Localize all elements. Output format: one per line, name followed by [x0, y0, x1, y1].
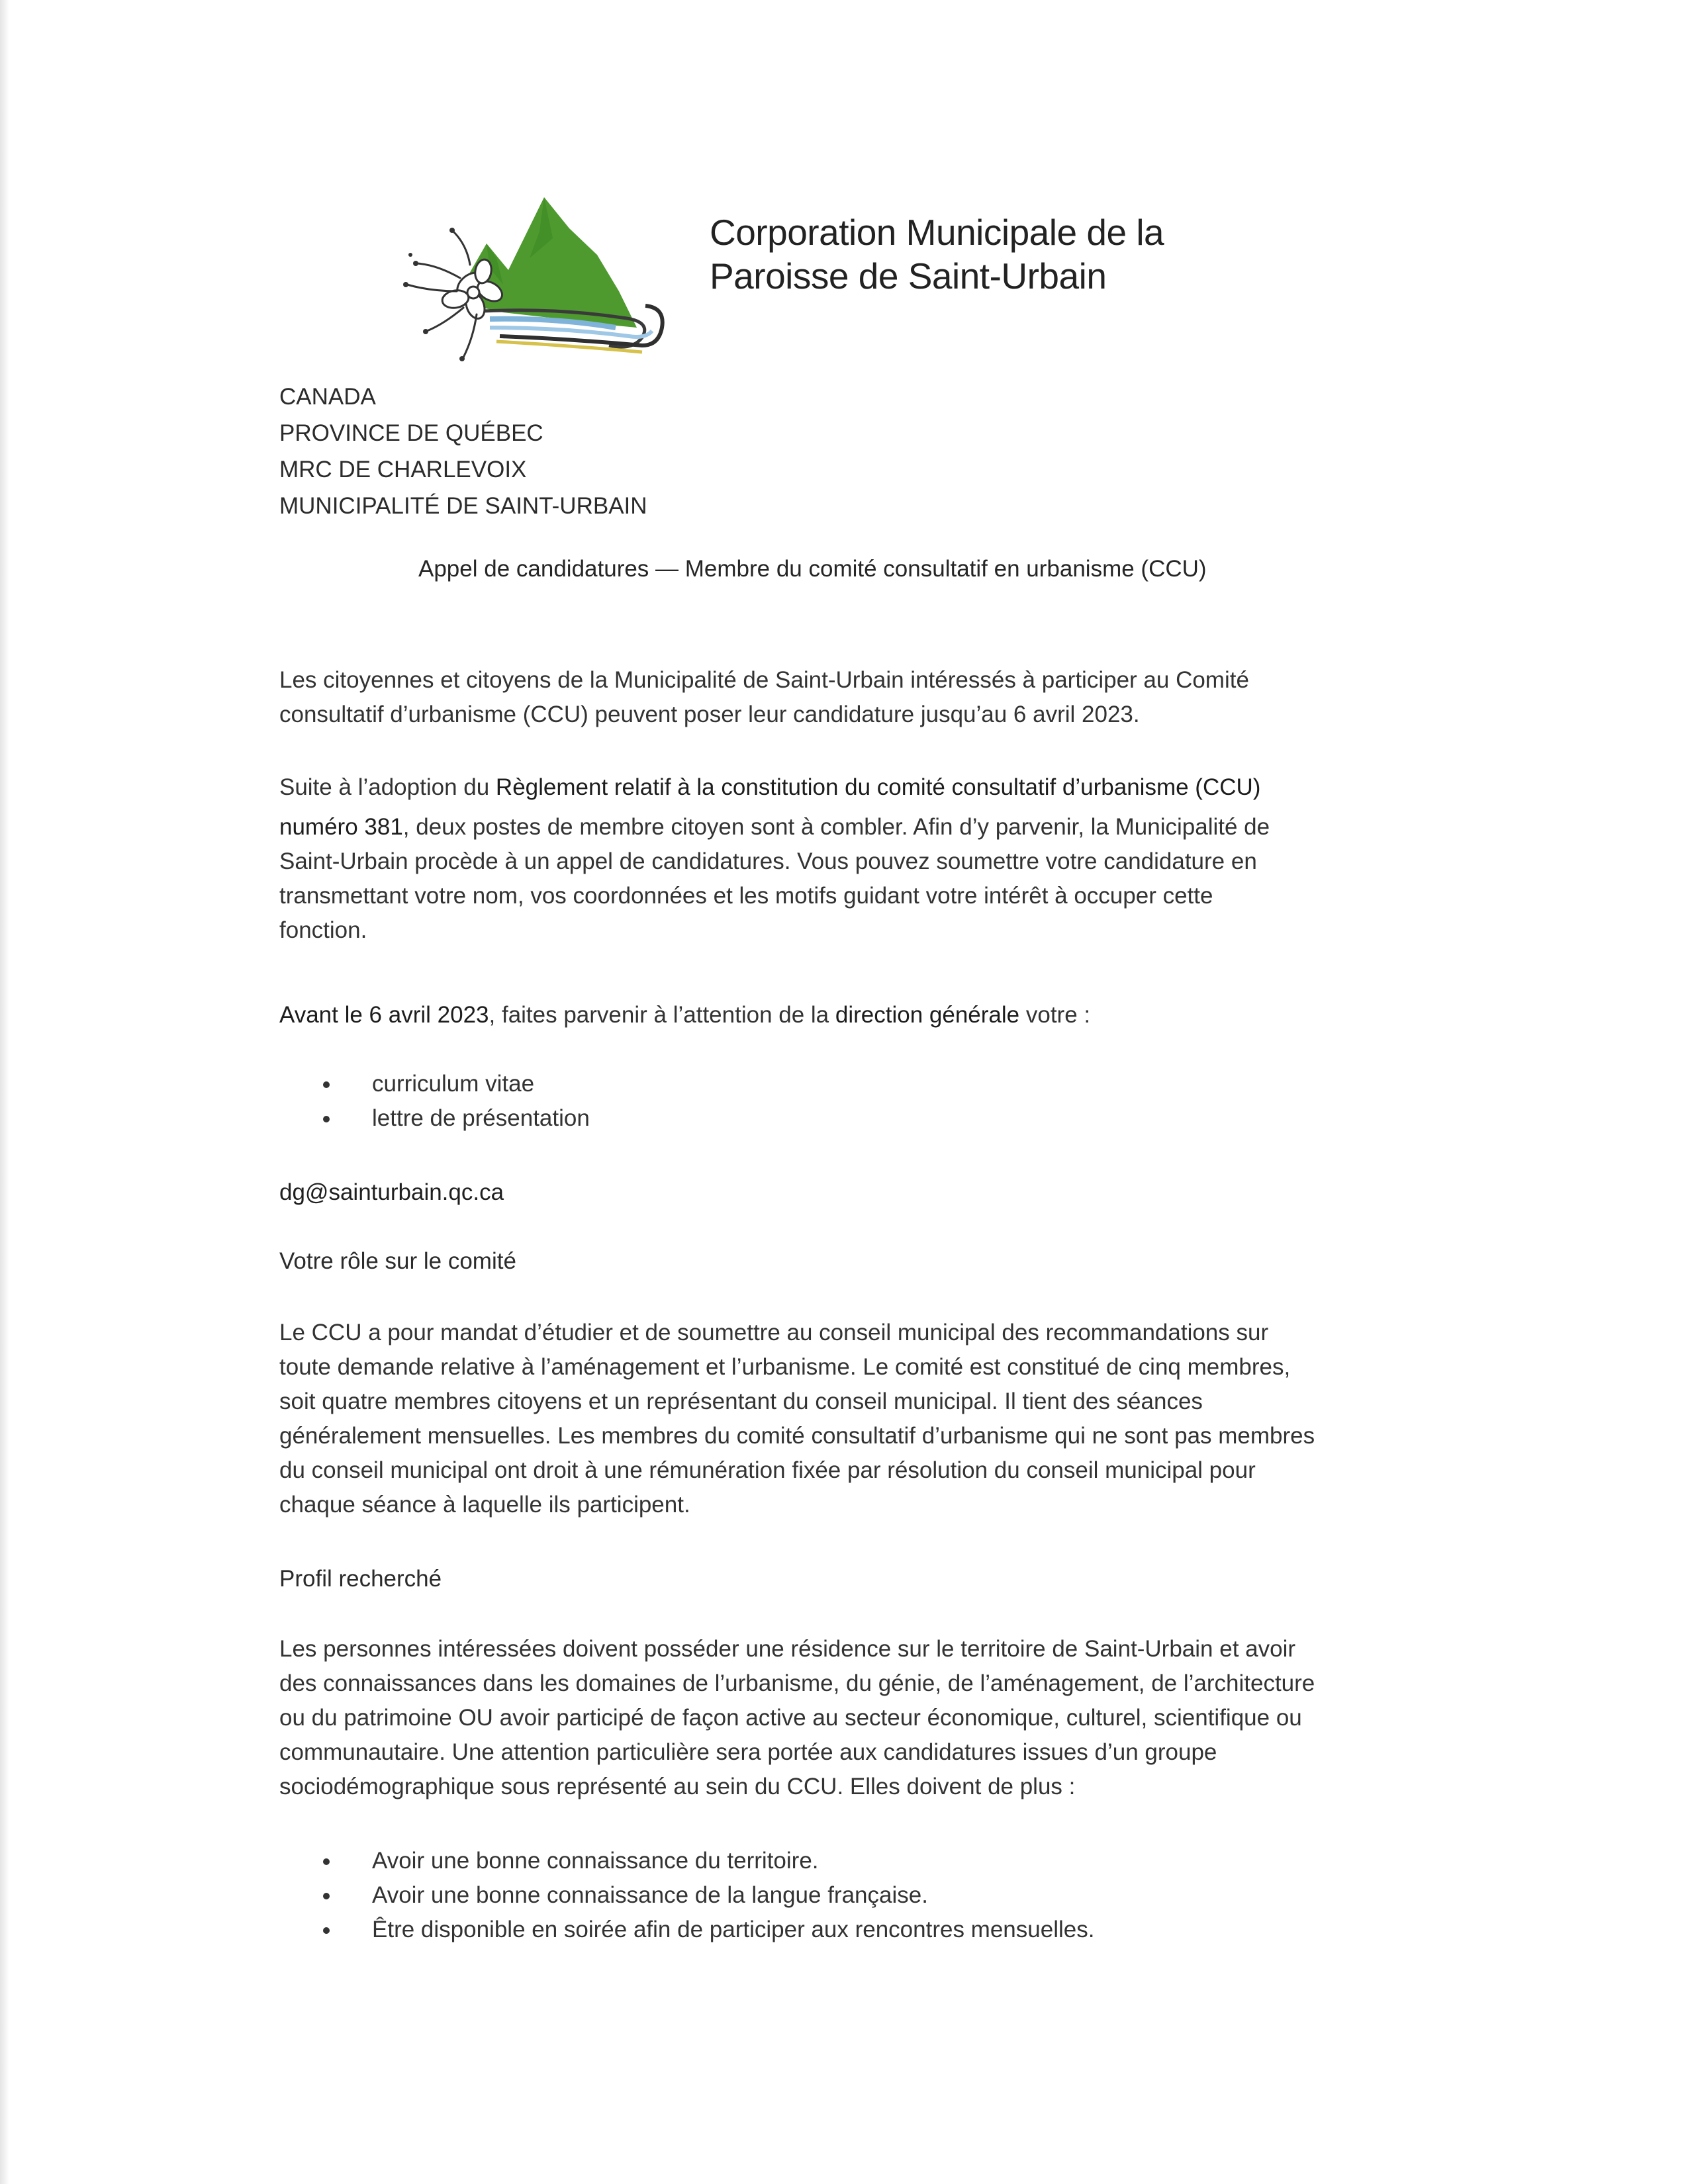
- deadline-text: , faites parvenir à l’attention de la: [489, 1002, 835, 1028]
- address-line: PROVINCE DE QUÉBEC: [279, 420, 543, 446]
- deadline-text: votre :: [1019, 1002, 1091, 1028]
- address-line: MUNICIPALITÉ DE SAINT-URBAIN: [279, 493, 647, 519]
- address-line: MRC DE CHARLEVOIX: [279, 457, 527, 482]
- adoption-line: transmettant votre nom, vos coordonnées et les motifs guidant votre intérêt à occuper cette: [279, 883, 1213, 909]
- scan-edge-shadow: [0, 0, 9, 2184]
- mountain-river-flower-logo-icon: [391, 192, 682, 371]
- adoption-line: [279, 770, 1458, 805]
- adoption-prefix: Suite à l’adoption du: [279, 774, 496, 800]
- address-line: CANADA: [279, 384, 376, 410]
- role-heading: Votre rôle sur le comité: [279, 1248, 516, 1274]
- role-line: du conseil municipal ont droit à une rémunération fixée par résolution du conseil municipal pour: [279, 1457, 1256, 1483]
- list-item: Avoir une bonne connaissance du territoire.: [318, 1844, 1094, 1878]
- adoption-paragraph: [279, 770, 1458, 948]
- role-line: chaque séance à laquelle ils participent.: [279, 1492, 690, 1518]
- regulation-title: Règlement relatif à la constitution du comité consultatif d’urbanisme (CCU): [495, 774, 1261, 800]
- adoption-line: fonction.: [279, 917, 367, 943]
- role-line: toute demande relative à l’aménagement et l’urbanisme. Le comité est constitué de cinq membres,: [279, 1354, 1291, 1380]
- profile-heading: Profil recherché: [279, 1566, 442, 1592]
- profile-line: ou du patrimoine OU avoir participé de façon active au secteur économique, culturel, scientifique ou: [279, 1705, 1302, 1731]
- requirements-list: [318, 1844, 1094, 1947]
- profile-line: communautaire. Une attention particulière sera portée aux candidatures issues d’un groupe: [279, 1739, 1217, 1765]
- contact-email-link[interactable]: dg@sainturbain.qc.ca: [279, 1179, 504, 1205]
- document-subject: Appel de candidatures — Membre du comité consultatif en urbanisme (CCU): [418, 556, 1207, 582]
- regulation-number: numéro 381: [279, 814, 403, 840]
- profile-paragraph: [279, 1632, 1458, 1804]
- profile-line: des connaissances dans les domaines de l’urbanisme, du génie, de l’aménagement, de l’architecture: [279, 1670, 1315, 1696]
- address-block: [279, 379, 647, 524]
- deadline-paragraph: [279, 998, 1458, 1032]
- intro-line: consultatif d’urbanisme (CCU) peuvent poser leur candidature jusqu’au 6 avril 2023.: [279, 702, 1140, 727]
- adoption-text: , deux postes de membre citoyen sont à combler. Afin d’y parvenir, la Municipalité de: [402, 814, 1270, 840]
- adoption-line: Saint-Urbain procède à un appel de candidatures. Vous pouvez soumettre votre candidature en: [279, 848, 1257, 874]
- list-item: Être disponible en soirée afin de participer aux rencontres mensuelles.: [318, 1913, 1094, 1947]
- role-paragraph: [279, 1316, 1458, 1522]
- deadline-date: Avant le 6 avril 2023: [279, 1002, 489, 1028]
- role-line: Le CCU a pour mandat d’étudier et de soumettre au conseil municipal des recommandations sur: [279, 1320, 1269, 1345]
- organization-title: [710, 210, 1164, 298]
- documents-list: [318, 1067, 590, 1136]
- organization-title-line2: Paroisse de Saint-Urbain: [710, 255, 1107, 296]
- intro-paragraph: [279, 663, 1458, 732]
- list-item: curriculum vitae: [318, 1067, 590, 1101]
- adoption-line: [279, 810, 1458, 844]
- profile-line: sociodémographique sous représenté au sein du CCU. Elles doivent de plus :: [279, 1774, 1076, 1799]
- list-item: lettre de présentation: [318, 1101, 590, 1136]
- role-line: soit quatre membres citoyens et un représentant du conseil municipal. Il tient des séances: [279, 1388, 1203, 1414]
- list-item: Avoir une bonne connaissance de la langue française.: [318, 1878, 1094, 1913]
- recipient-department: direction générale: [835, 1002, 1020, 1028]
- profile-line: Les personnes intéressées doivent posséder une résidence sur le territoire de Saint-Urbain et avoir: [279, 1636, 1296, 1662]
- intro-line: Les citoyennes et citoyens de la Municipalité de Saint-Urbain intéressés à participer au Comité: [279, 667, 1249, 693]
- role-line: généralement mensuelles. Les membres du comité consultatif d’urbanisme qui ne sont pas membres: [279, 1423, 1315, 1449]
- organization-title-line1: Corporation Municipale de la: [710, 212, 1164, 253]
